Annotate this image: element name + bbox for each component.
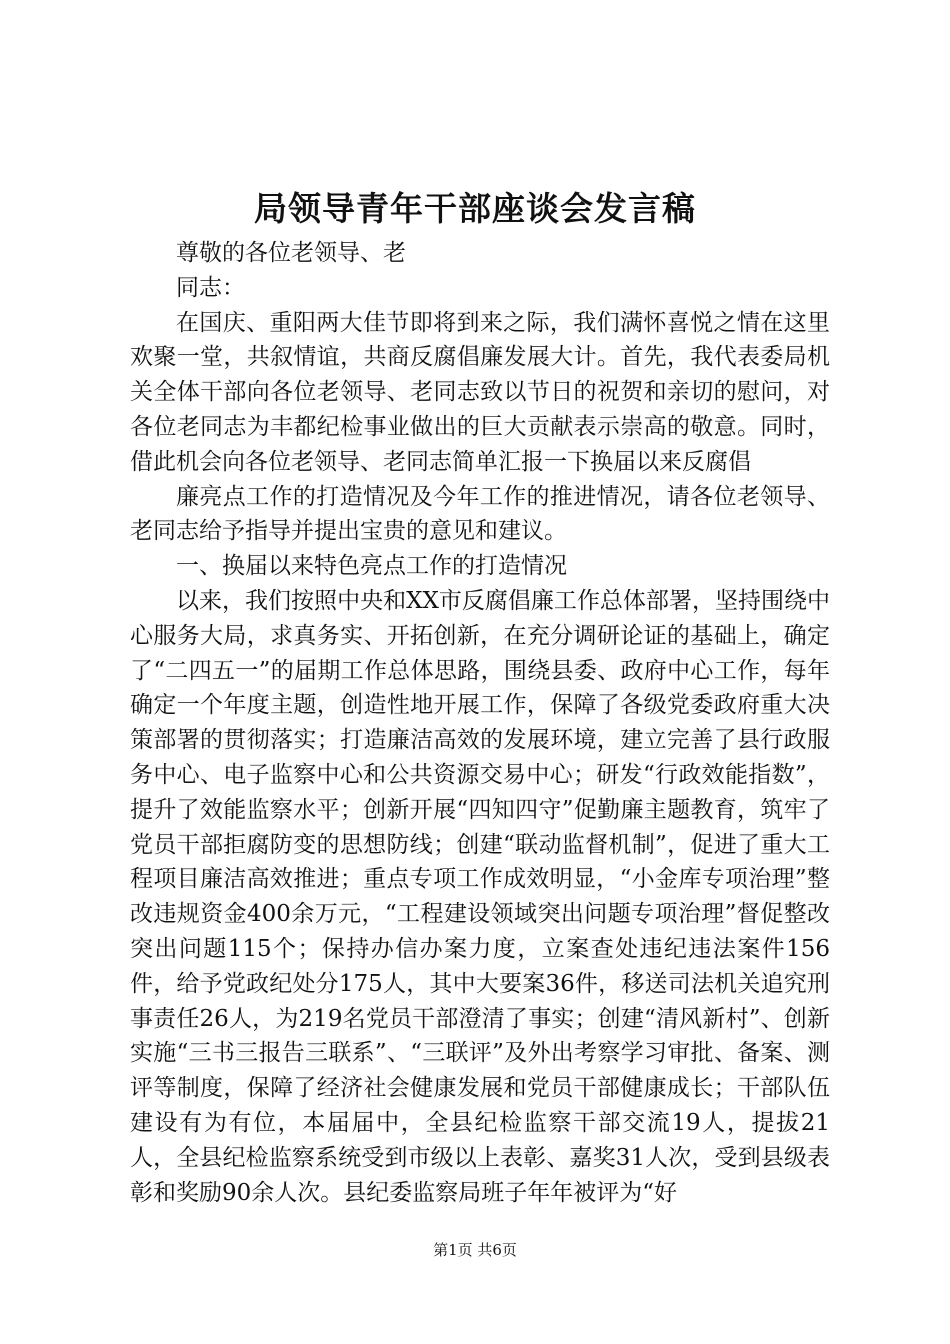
document-body [130, 236, 830, 1210]
page-footer: 第1页 共6页 [433, 1241, 517, 1259]
paragraph-continuation: 廉亮点工作的打造情况及今年工作的推进情况，请各位老领导、老同志给予指导并提出宝贵的意见和建议。 [130, 483, 830, 545]
paragraph-main: 以来，我们按照中央和XX市反腐倡廉工作总体部署，坚持围绕中心服务大局，求真务实、开拓创新，在充分调研论证的基础上，确定了“二四五一”的届期工作总体思路，围绕县委、政府中心工作，每年确定一个年度主题，创造性地开展工作，保障了各级党委政府重大决策部署的贯彻落实；打造廉洁高效的发展环境，建立完善了县行政服务中心、电子监察中心和公共资源交易中心；研发“行政效能指数”，提升了效能监察水平；创新开展“四知四守”促勤廉主题教育，筑牢了党员干部拒腐防变的思想防线；创建“联动监督机制”，促进了重大工程项目廉洁高效推进；重点专项工作成效明显，“小金库专项治理”整改违规资金400余万元，“工程建设领域突出问题专项治理”督促整改突出问题115个；保持办信办案力度，立案查处违纪违法案件156件，给予党政纪处分175人，其中大要案36件，移送司法机关追究刑事责任26人，为219名党员干部澄清了事实；创建“清风新村”、创新实施“三书三报告三联系”、“三联评”及外出考察学习审批、备案、测评等制度，保障了经济社会健康发展和党员干部健康成长；干部队伍建设有为有位，本届届中，全县纪检监察干部交流19人，提拔21人，全县纪检监察系统受到市级以上表彰、嘉奖31人次，受到县级表彰和奖励90余人次。县纪委监察局班子年年被评为“好 [130, 587, 830, 1206]
salutation-line-1: 尊敬的各位老领导、老 [176, 240, 406, 266]
paragraph-opening: 在国庆、重阳两大佳节即将到来之际，我们满怀喜悦之情在这里欢聚一堂，共叙情谊，共商反腐倡廉发展大计。首先，我代表委局机关全体干部向各位老领导、老同志致以节日的祝贺和亲切的慰问，对各位老同志为丰都纪检事业做出的巨大贡献表示崇高的敬意。同时，借此机会向各位老领导、老同志简单汇报一下换届以来反腐倡 [130, 309, 830, 475]
salutation-line-2: 同志： [176, 274, 245, 301]
section-heading: 一、换届以来特色亮点工作的打造情况 [176, 553, 567, 580]
document-title: 局领导青年干部座谈会发言稿 [254, 189, 696, 228]
